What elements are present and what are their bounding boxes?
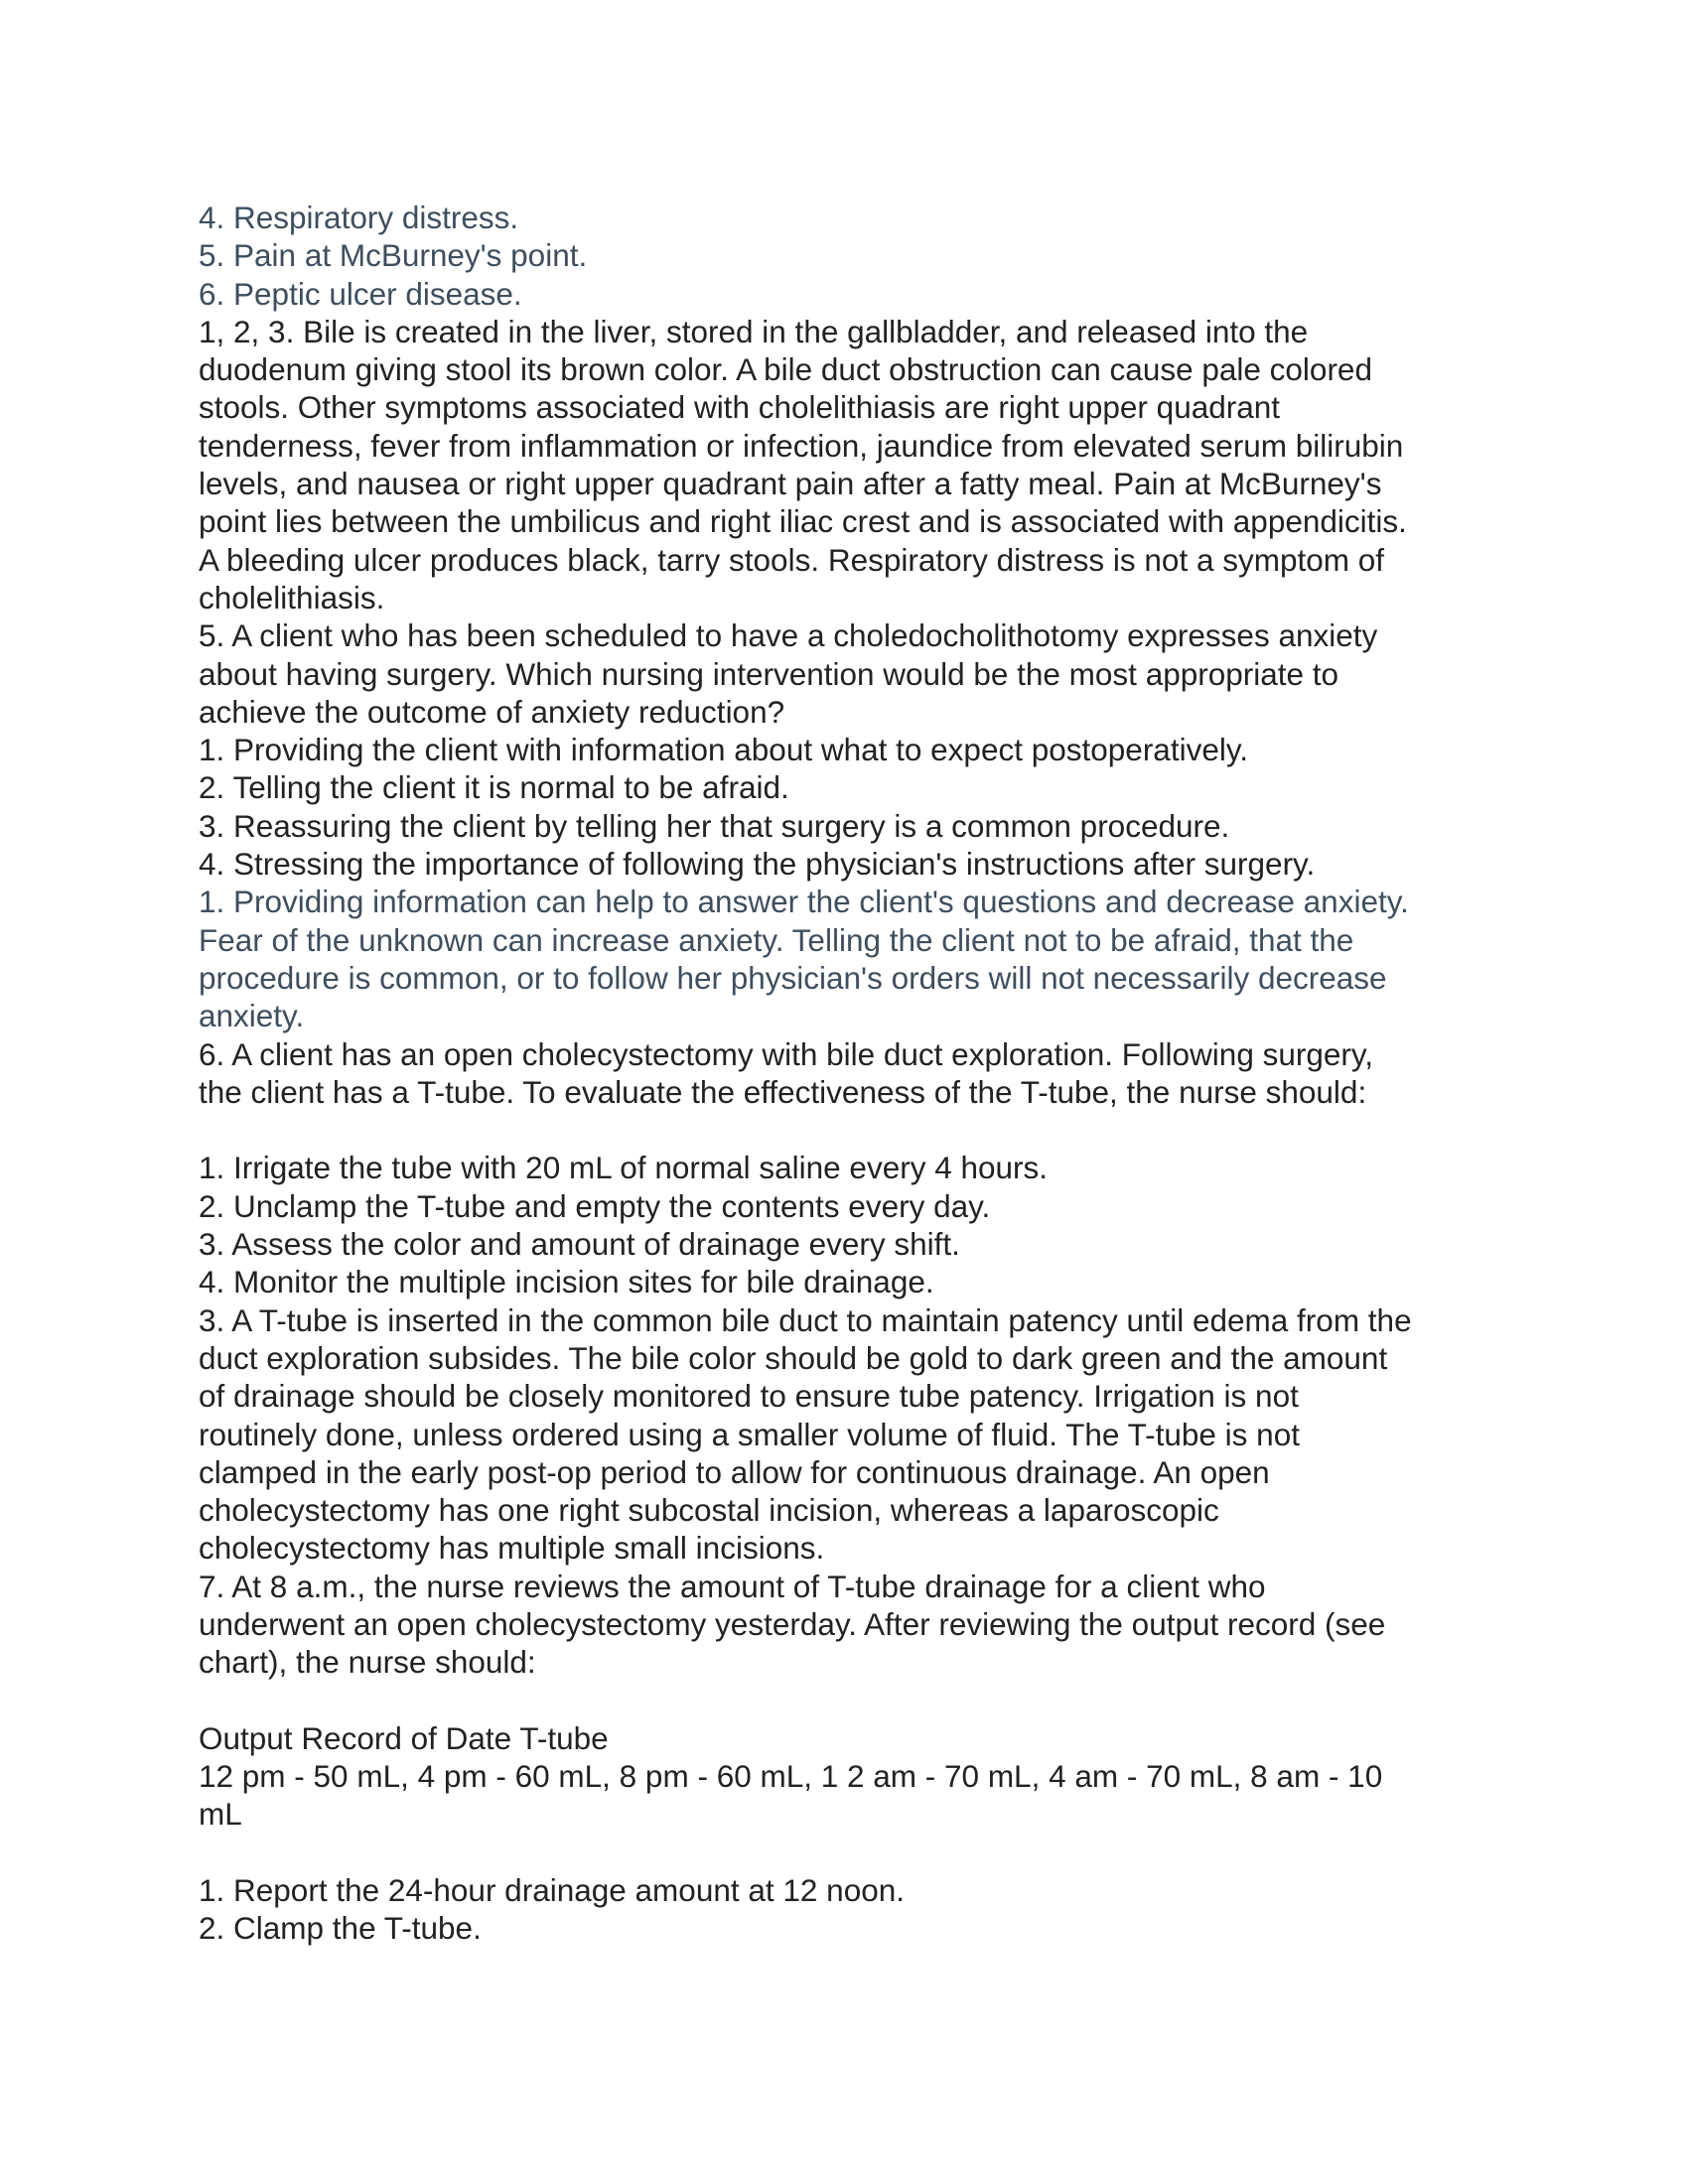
rationale-q5-line: anxiety. (199, 998, 305, 1034)
rationale-q4-line: point lies between the umbilicus and right iliac crest and is associated with appendicitis. (199, 503, 1407, 540)
question-7-option: 1. Report the 24-hour drainage amount at 12 noon. (199, 1872, 905, 1909)
rationale-q6-line: of drainage should be closely monitored to ensure tube patency. Irrigation is not (199, 1378, 1299, 1415)
output-record-values: mL (199, 1796, 242, 1833)
rationale-q6-line: clamped in the early post-op period to allow for continuous drainage. An open (199, 1453, 1270, 1490)
question-6-option: 2. Unclamp the T-tube and empty the contents every day. (199, 1187, 991, 1224)
output-record-title: Output Record of Date T-tube (199, 1719, 609, 1756)
question-5-option: 1. Providing the client with information about what to expect postoperatively. (199, 732, 1249, 768)
blank-line (199, 1834, 1499, 1871)
rationale-q5-line: 1. Providing information can help to answer the client's questions and decrease anxiety. (199, 884, 1409, 920)
question-7-line: underwent an open cholecystectomy yesterday. After reviewing the output record (see (199, 1605, 1386, 1642)
question-6-line: the client has a T-tube. To evaluate the effectiveness of the T-tube, the nurse should: (199, 1073, 1367, 1110)
rationale-q4-line: tenderness, fever from inflammation or infection, jaundice from elevated serum bilirubin (199, 427, 1404, 464)
rationale-q4-line: 1, 2, 3. Bile is created in the liver, stored in the gallbladder, and released into the (199, 313, 1309, 349)
option-peptic-ulcer: 6. Peptic ulcer disease. (199, 275, 522, 312)
question-5-option: 3. Reassuring the client by telling her that surgery is a common procedure. (199, 807, 1230, 844)
question-7-line: 7. At 8 a.m., the nurse reviews the amount of T-tube drainage for a client who (199, 1568, 1266, 1604)
question-6-option: 3. Assess the color and amount of drainage every shift. (199, 1226, 960, 1263)
rationale-q4-line: cholelithiasis. (199, 579, 385, 615)
question-7-line: chart), the nurse should: (199, 1644, 536, 1681)
option-mcburney-pain: 5. Pain at McBurney's point. (199, 237, 588, 274)
question-7-option: 2. Clamp the T-tube. (199, 1910, 482, 1947)
rationale-q6-line: cholecystectomy has one right subcostal incision, whereas a laparoscopic (199, 1492, 1219, 1529)
question-5-option: 4. Stressing the importance of following the physician's instructions after surgery. (199, 846, 1316, 883)
rationale-q5-line: Fear of the unknown can increase anxiety. Telling the client not to be afraid, that the (199, 921, 1354, 958)
question-6-line: 6. A client has an open cholecystectomy with bile duct exploration. Following surgery, (199, 1035, 1374, 1072)
option-respiratory-distress: 4. Respiratory distress. (199, 200, 519, 235)
question-6-option: 4. Monitor the multiple incision sites for bile drainage. (199, 1264, 934, 1300)
rationale-q4-line: levels, and nausea or right upper quadrant pain after a fatty meal. Pain at McBurney's (199, 466, 1382, 502)
rationale-q6-line: 3. A T-tube is inserted in the common bile duct to maintain patency until edema from the (199, 1301, 1412, 1338)
rationale-q6-line: duct exploration subsides. The bile color should be gold to dark green and the amount (199, 1339, 1388, 1376)
question-6-option: 1. Irrigate the tube with 20 mL of normal saline every 4 hours. (199, 1150, 1049, 1186)
rationale-q5-line: procedure is common, or to follow her physician's orders will not necessarily decrease (199, 959, 1387, 996)
rationale-q6-line: cholecystectomy has multiple small incisions. (199, 1530, 825, 1567)
blank-line (199, 1111, 1499, 1149)
question-5-line: about having surgery. Which nursing intervention would be the most appropriate to (199, 655, 1339, 692)
rationale-q4-line: stools. Other symptoms associated with cholelithiasis are right upper quadrant (199, 389, 1281, 426)
rationale-q4-line: duodenum giving stool its brown color. A bile duct obstruction can cause pale colored (199, 351, 1372, 388)
question-5-line: achieve the outcome of anxiety reduction? (199, 693, 785, 730)
rationale-q6-line: routinely done, unless ordered using a smaller volume of fluid. The T-tube is not (199, 1416, 1300, 1452)
question-5-line: 5. A client who has been scheduled to have a choledocholithotomy expresses anxiety (199, 617, 1378, 654)
question-5-option: 2. Telling the client it is normal to be afraid. (199, 769, 789, 806)
rationale-q4-line: A bleeding ulcer produces black, tarry stools. Respiratory distress is not a symptom of (199, 541, 1385, 578)
output-record-values: 12 pm - 50 mL, 4 pm - 60 mL, 8 pm - 60 mL, 1 2 am - 70 mL, 4 am - 70 mL, 8 am - 10 (199, 1758, 1383, 1795)
blank-line (199, 1682, 1499, 1719)
document-page (199, 199, 1499, 1948)
